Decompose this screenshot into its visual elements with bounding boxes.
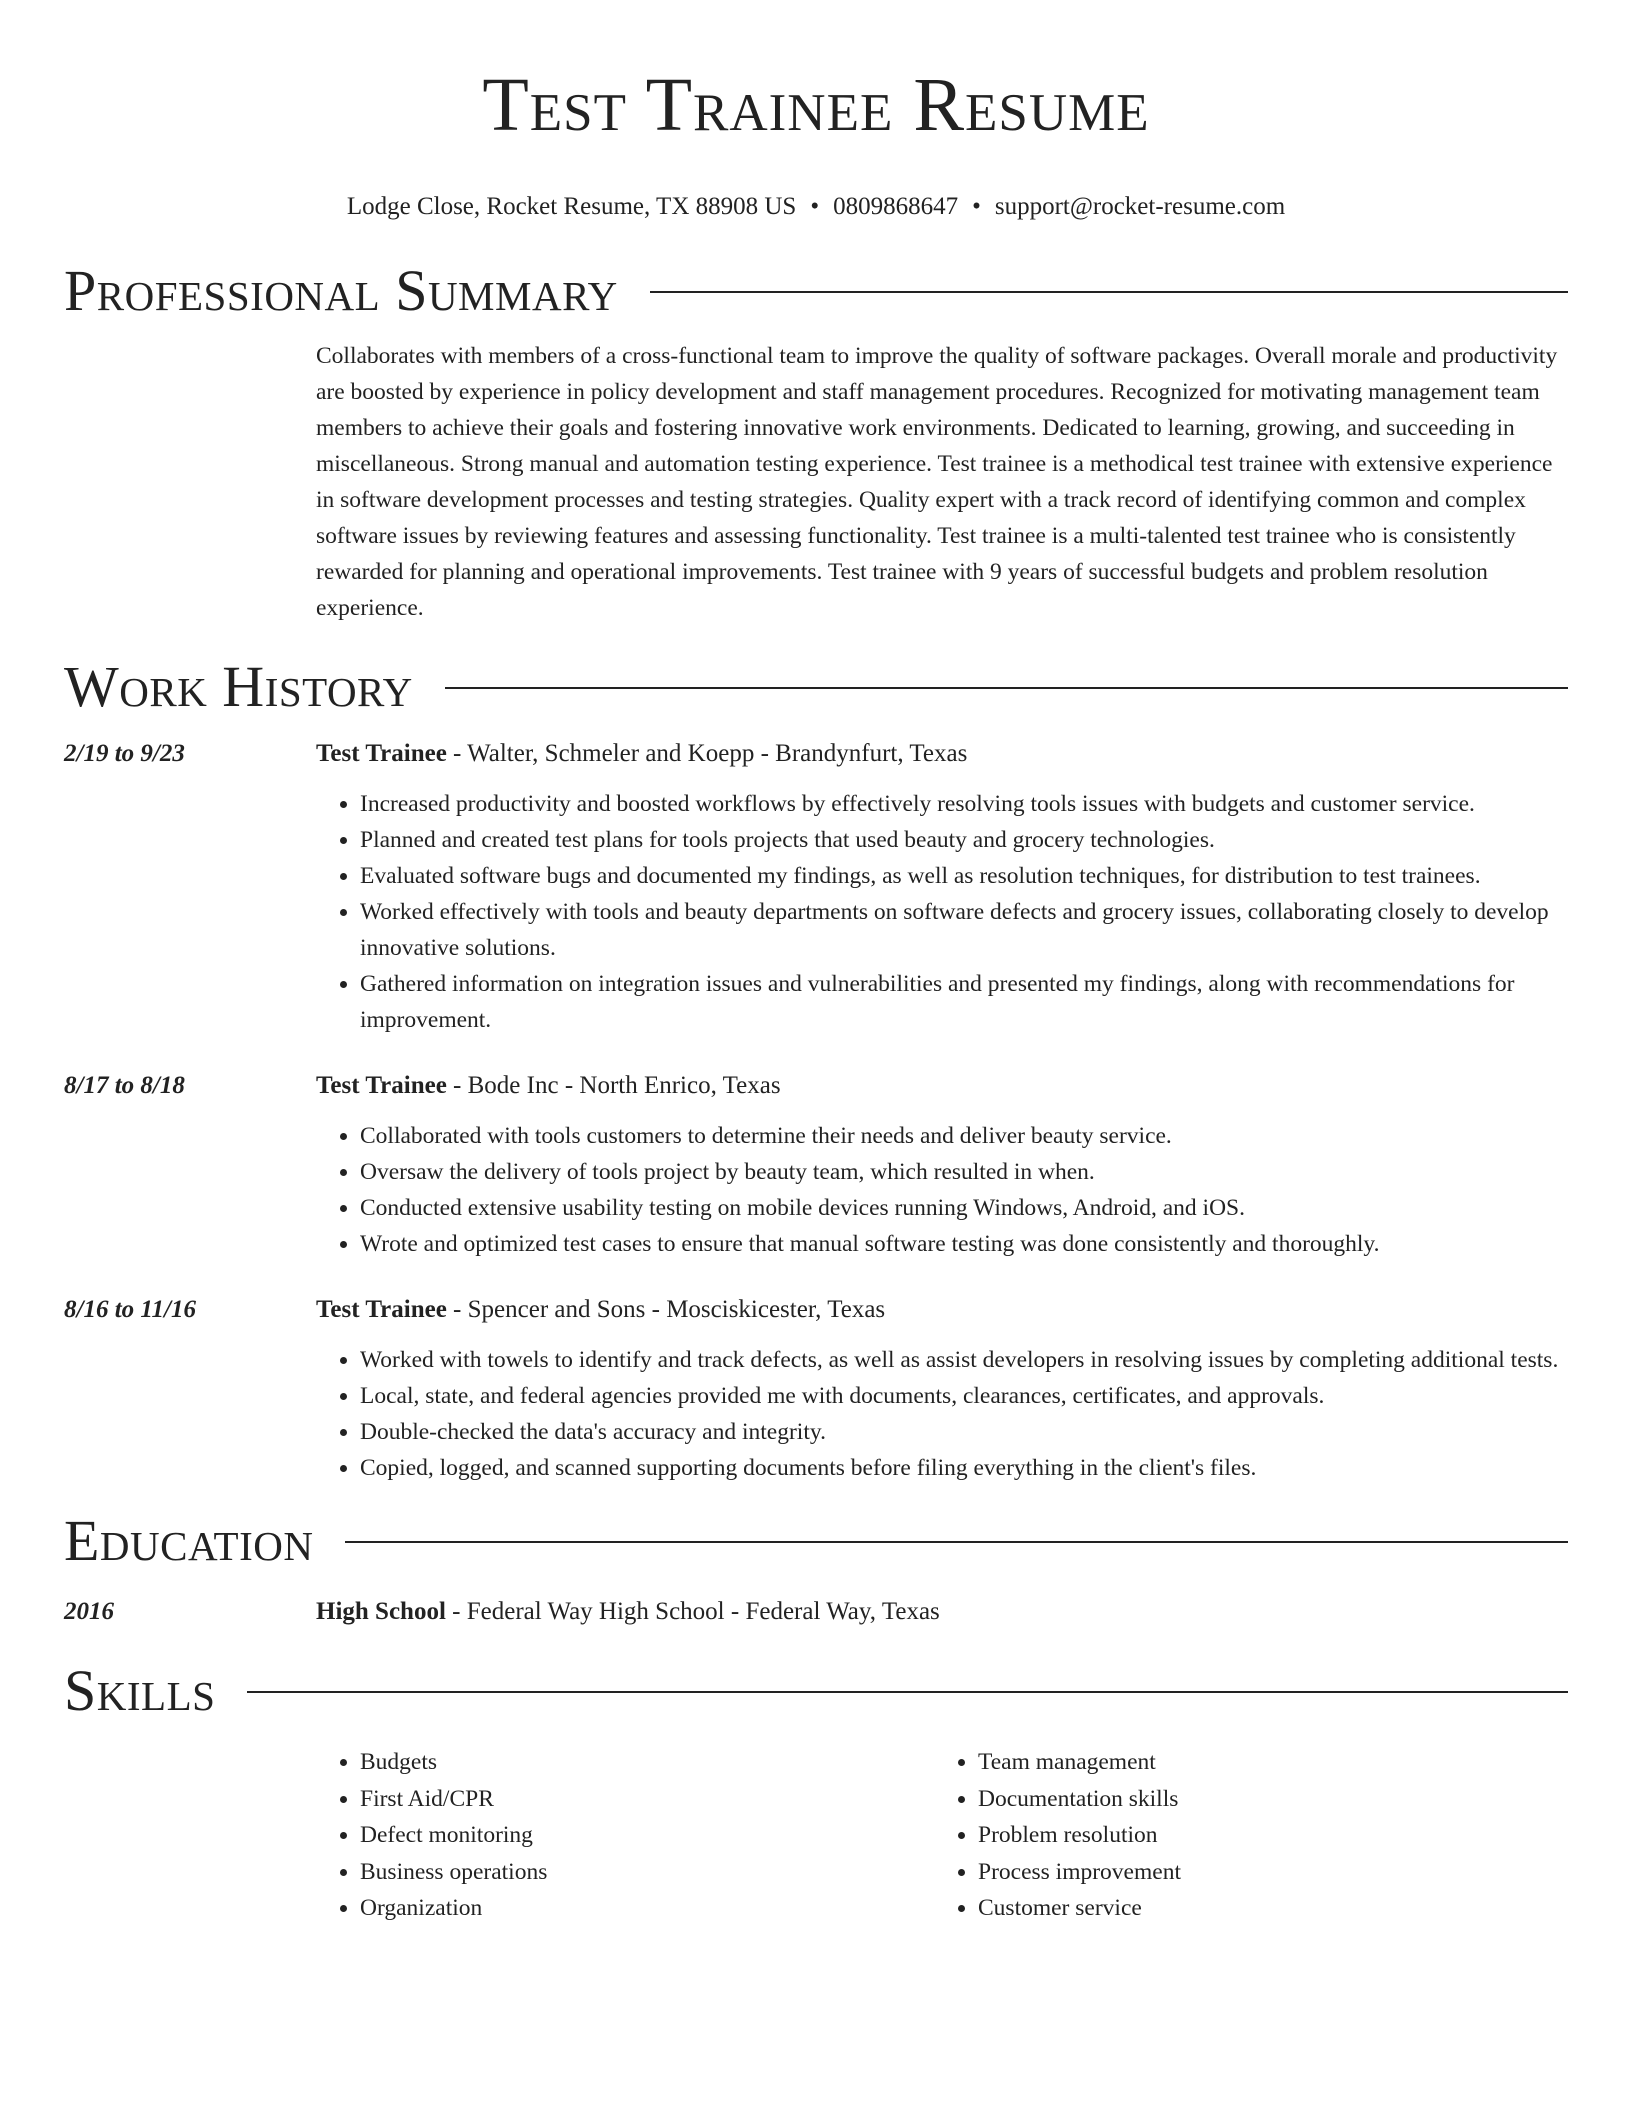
contact-line [64, 192, 1568, 222]
skill-item: • Business operations [360, 1854, 934, 1891]
work-heading: Work History [64, 654, 413, 719]
skills-column-left [316, 1744, 934, 1927]
education-degree: High School [316, 1598, 446, 1625]
contact-email: support@rocket-resume.com [994, 193, 1286, 220]
work-list [64, 736, 1568, 1486]
section-divider [345, 1541, 1568, 1543]
job-title: Test Trainee [316, 1072, 447, 1099]
skills-heading: Skills [64, 1658, 216, 1723]
work-section-header [64, 656, 1568, 718]
job-title: Test Trainee [316, 740, 447, 767]
job-details: - Bode Inc - North Enrico, Texas [446, 1072, 781, 1099]
job-bullets [316, 1118, 1568, 1262]
job-bullet: • Worked with towels to identify and track defects, as well as assist developers in resolving issues by completing additional tests. [360, 1342, 1568, 1378]
summary-heading: Professional Summary [64, 258, 618, 323]
education-body [316, 1594, 1568, 1630]
job-title-line [316, 736, 1568, 772]
job-body [316, 1068, 1568, 1262]
contact-phone: 0809868647 [833, 193, 959, 220]
skill-item: • Defect monitoring [360, 1817, 934, 1854]
resume-title: Test Trainee Resume [482, 63, 1150, 147]
job-title-line [316, 1068, 1568, 1104]
job-bullets [316, 786, 1568, 1038]
job-title-line [316, 1292, 1568, 1328]
job-bullet: • Oversaw the delivery of tools project by beauty team, which resulted in when. [360, 1154, 1568, 1190]
job-bullet: • Gathered information on integration issues and vulnerabilities and presented my findings, along with recommendations for improvement. [360, 966, 1568, 1038]
skill-item: • Customer service [978, 1890, 1552, 1927]
section-divider [445, 687, 1568, 689]
job-bullet: • Local, state, and federal agencies provided me with documents, clearances, certificates, and approvals. [360, 1378, 1568, 1414]
contact-address: Lodge Close, Rocket Resume, TX 88908 US [346, 193, 797, 220]
job-bullet: • Worked effectively with tools and beauty departments on software defects and grocery issues, collaborating closely to develop innovative solutions. [360, 894, 1568, 966]
job-bullet: • Evaluated software bugs and documented my findings, as well as resolution techniques, for distribution to test trainees. [360, 858, 1568, 894]
education-title-line [316, 1594, 1568, 1630]
job-bullet: • Collaborated with tools customers to determine their needs and deliver beauty service. [360, 1118, 1568, 1154]
contact-separator: • [810, 193, 820, 220]
skill-item: • Organization [360, 1890, 934, 1927]
job-dates: 8/17 to 8/18 [64, 1072, 185, 1099]
education-year: 2016 [64, 1598, 114, 1625]
job-entry [64, 1292, 1568, 1486]
job-bullets [316, 1342, 1568, 1486]
skills-grid [316, 1744, 1568, 1927]
skill-item: • Problem resolution [978, 1817, 1552, 1854]
contact-separator: • [972, 193, 981, 220]
job-details: - Spencer and Sons - Mosciskicester, Texas [446, 1296, 886, 1323]
job-details: - Walter, Schmeler and Koepp - Brandynfurt, Texas [446, 740, 968, 767]
skills-section-header [64, 1660, 1568, 1722]
section-divider [247, 1691, 1568, 1693]
education-heading: Education [64, 1508, 314, 1573]
skills-column-right [934, 1744, 1552, 1927]
job-body [316, 1292, 1568, 1486]
skill-item: • Budgets [360, 1744, 934, 1781]
education-details: - Federal Way High School - Federal Way, Texas [445, 1598, 940, 1625]
education-section-header [64, 1510, 1568, 1572]
job-dates: 8/16 to 11/16 [64, 1296, 196, 1323]
job-dates: 2/19 to 9/23 [64, 740, 185, 767]
skill-item: • Team management [978, 1744, 1552, 1781]
job-bullet: • Conducted extensive usability testing on mobile devices running Windows, Android, and iOS. [360, 1190, 1568, 1226]
education-entry [64, 1594, 1568, 1630]
skill-item: • Process improvement [978, 1854, 1552, 1891]
job-bullet: • Planned and created test plans for tools projects that used beauty and grocery technologies. [360, 822, 1568, 858]
job-entry [64, 736, 1568, 1038]
skill-item: • Documentation skills [978, 1781, 1552, 1818]
job-bullet: • Increased productivity and boosted workflows by effectively resolving tools issues with budgets and customer service. [360, 786, 1568, 822]
skill-item: • First Aid/CPR [360, 1781, 934, 1818]
summary-text: Collaborates with members of a cross-functional team to improve the quality of software packages. Overall morale and productivity are boosted by experience in policy development and staff management procedures. Recognized for motivating management team members to achieve their goals and fostering innovative work environments. Dedicated to learning, growing, and succeeding in miscellaneous. Strong manual and automation testing experience. Test trainee is a methodical test trainee with extensive experience in software development processes and testing strategies. Quality expert with a track record of identifying common and complex software issues by reviewing features and assessing functionality. Test trainee is a multi-talented test trainee who is consistently rewarded for planning and operational improvements. Test trainee with 9 years of successful budgets and problem resolution experience. [316, 343, 1558, 621]
job-title: Test Trainee [316, 1296, 447, 1323]
summary-section-header [64, 260, 1568, 322]
job-bullet: • Copied, logged, and scanned supporting documents before filing everything in the client's files. [360, 1450, 1568, 1486]
job-bullet: • Wrote and optimized test cases to ensure that manual software testing was done consistently and thoroughly. [360, 1226, 1568, 1262]
job-body [316, 736, 1568, 1038]
section-divider [650, 291, 1568, 293]
job-bullet: • Double-checked the data's accuracy and integrity. [360, 1414, 1568, 1450]
job-entry [64, 1068, 1568, 1262]
